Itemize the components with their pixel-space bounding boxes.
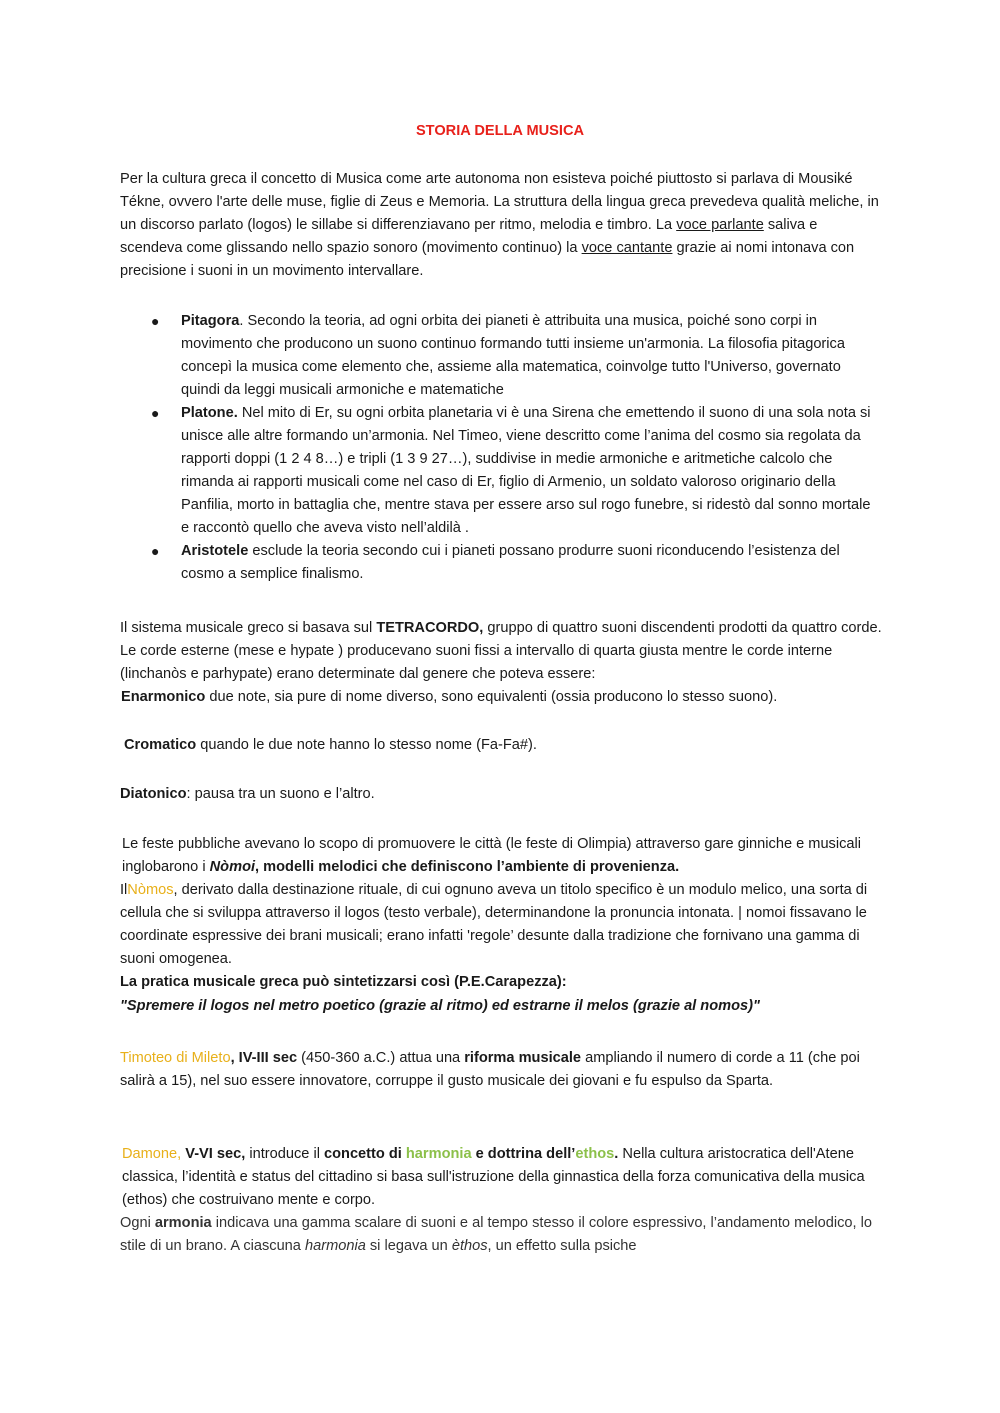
diatonico-label: Diatonico xyxy=(120,786,187,802)
intro-text-2: saliva e scendeva come glissando nello spazio sonoro (movimento continuo) la xyxy=(120,217,818,256)
ethos-italic: èthos xyxy=(451,1238,488,1254)
diatonico-text: : pausa tra un suono e l’altro. xyxy=(186,786,375,802)
tetracordo-text-1: Il sistema musicale greco si basava sul xyxy=(120,620,377,636)
ethos-term: ethos xyxy=(575,1146,615,1162)
armonia-text-3: si legava un xyxy=(365,1238,452,1254)
damone-text-2: Nella cultura aristocratica dell'Atene classica, l’identità e status del cittadino si basa sull'istruzione della ginnastica della forza comunicativa della musica (ethos) che costruivano mente e corpo. xyxy=(122,1146,865,1208)
bullet-icon: ● xyxy=(151,313,160,329)
damone-paragraph xyxy=(120,1143,882,1258)
armonia-text-4: , un effetto sulla psiche xyxy=(487,1238,637,1254)
philosopher-name: Platone. xyxy=(181,405,238,421)
intro-paragraph xyxy=(120,168,880,283)
philosopher-name: Pitagora xyxy=(181,313,240,329)
armonia-text-1: Ogni xyxy=(120,1215,155,1231)
nomoi-definition: , modelli melodici che definiscono l’ambiente di provenienza. xyxy=(255,859,680,875)
voce-parlante-term: voce parlante xyxy=(676,217,764,233)
intro-text-3: grazie ai nomi intonava con precisione i suoni in un movimento intervallare. xyxy=(120,240,855,279)
cromatico-text: quando le due note hanno lo stesso nome (Fa-Fa#). xyxy=(196,737,537,753)
riforma-term: riforma musicale xyxy=(464,1050,582,1066)
tetracordo-text-2: gruppo di quattro suoni discendenti prodotti da quattro corde. Le corde esterne (mese e hypate ) producevano suoni fissi a intervallo di quarta giusta mentre le corde interne (linchanòs e parhypate) erano determinate dal genere che poteva essere: xyxy=(120,620,882,682)
philosopher-text: Nel mito di Er, su ogni orbita planetaria vi è una Sirena che emettendo il suono di una sola nota si unisce alle altre formando un’armonia. Nel Timeo, viene descritto come l’anima del cosmo sia regolata da rapporti doppi (1 2 4 8…) e tripli (1 3 9 27…), suddivise in medie armoniche e aritmetiche calcolo che rimanda ai rapporti musicali come nel caso di Er, figlio di Armenio, un soldato valoroso originario della Panfilia, morto in battaglia che, mentre stava per essere arso sul rogo funebre, si ridestò dal sonno mortale e raccontò quello che aveva visto nell’aldilà . xyxy=(181,405,871,536)
concetto-term: concetto di xyxy=(324,1146,406,1162)
nomos-term: Nòmos xyxy=(127,882,174,898)
tetracordo-paragraph xyxy=(120,617,885,709)
damone-century: V-VI sec, xyxy=(181,1146,246,1162)
tetracordo-term: TETRACORDO, xyxy=(376,620,484,636)
enarmonico-text: due note, sia pure di nome diverso, sono equivalenti (ossia producono lo stesso suono). xyxy=(205,689,778,705)
timoteo-name: Timoteo di Mileto xyxy=(120,1050,231,1066)
armonia-text-2: indicava una gamma scalare di suoni e al tempo stesso il colore espressivo, l’andamento melodico, lo stile di un brano. A ciascuna xyxy=(120,1215,872,1254)
bullet-icon: ● xyxy=(151,543,160,559)
damone-text-1: introduce il xyxy=(245,1146,324,1162)
dottrina-term: e dottrina dell’ xyxy=(471,1146,576,1162)
timoteo-paragraph xyxy=(120,1047,882,1093)
diatonico-paragraph xyxy=(120,783,880,806)
philosopher-text: . Secondo la teoria, ad ogni orbita dei pianeti è attribuita una musica, poiché sono corpi in movimento che producono un suono continuo formando tutti insieme un'armonia. La filosofia pitagorica concepì la musica come elemento che, assieme alla matematica, coinvolge tutto l'Universo, governato quindi da leggi musicali armoniche e matematiche xyxy=(181,313,845,398)
harmonia-italic: harmonia xyxy=(304,1238,366,1254)
enarmonico-label: Enarmonico xyxy=(121,689,206,705)
nomoi-term: Nòmoi xyxy=(209,859,256,875)
list-item-pitagora xyxy=(120,310,882,402)
harmonia-term: harmonia xyxy=(405,1146,472,1162)
page-title: STORIA DELLA MUSICA xyxy=(415,123,585,139)
philosophers-list xyxy=(120,310,882,586)
timoteo-text-1: (450-360 a.C.) attua una xyxy=(297,1050,465,1066)
cromatico-paragraph xyxy=(124,734,884,757)
feste-paragraph xyxy=(120,833,882,1018)
carapezza-intro: La pratica musicale greca può sintetizzarsi così (P.E.Carapezza): xyxy=(120,974,567,990)
feste-text-1: Le feste pubbliche avevano lo scopo di promuovere le città (le feste di Olimpia) attraverso gare ginniche e musicali inglobarono i xyxy=(122,836,861,875)
list-item-platone xyxy=(120,402,882,540)
intro-text-1: Per la cultura greca il concetto di Musica come arte autonoma non esisteva poiché piuttosto si parlava di Mousiké Tékne, ovvero l'arte delle muse, figlie di Zeus e Memoria. La struttura della lingua greca prevedeva qualità meliche, in un discorso parlato (logos) le sillabe si differenziavano per ritmo, melodia e timbro. La xyxy=(120,171,879,233)
voce-cantante-term: voce cantante xyxy=(581,240,673,256)
bullet-icon: ● xyxy=(151,405,160,421)
list-item-aristotele xyxy=(120,540,882,586)
carapezza-quote: "Spremere il logos nel metro poetico (grazie al ritmo) ed estrarne il melos (grazie al nomos)" xyxy=(120,998,760,1014)
timoteo-text-2: ampliando il numero di corde a 11 (che poi salirà a 15), nel suo essere innovatore, corruppe il gusto musicale dei giovani e fu espulso da Sparta. xyxy=(120,1050,860,1089)
philosopher-text: esclude la teoria secondo cui i pianeti possano produrre suoni riconducendo l’esistenza del cosmo a semplice finalismo. xyxy=(181,543,840,582)
damone-name: Damone, xyxy=(122,1146,182,1162)
armonia-term: armonia xyxy=(154,1215,212,1231)
timoteo-century: , IV-III sec xyxy=(230,1050,298,1066)
damone-period: . xyxy=(614,1146,619,1162)
cromatico-label: Cromatico xyxy=(124,737,197,753)
feste-text-2: Il xyxy=(120,882,128,898)
feste-text-3: , derivato dalla destinazione rituale, di cui ognuno aveva un titolo specifico è un modulo melico, una sorta di cellula che si sviluppa attraverso il logos (testo verbale), determinandone la pronuncia intonata. | nomoi fissavano le coordinate espressive dei brani musicali; erano infatti 'regole’ desunte dalla tradizione che fornivano una gamma di suoni omogenea. xyxy=(120,882,868,967)
philosopher-name: Aristotele xyxy=(181,543,249,559)
